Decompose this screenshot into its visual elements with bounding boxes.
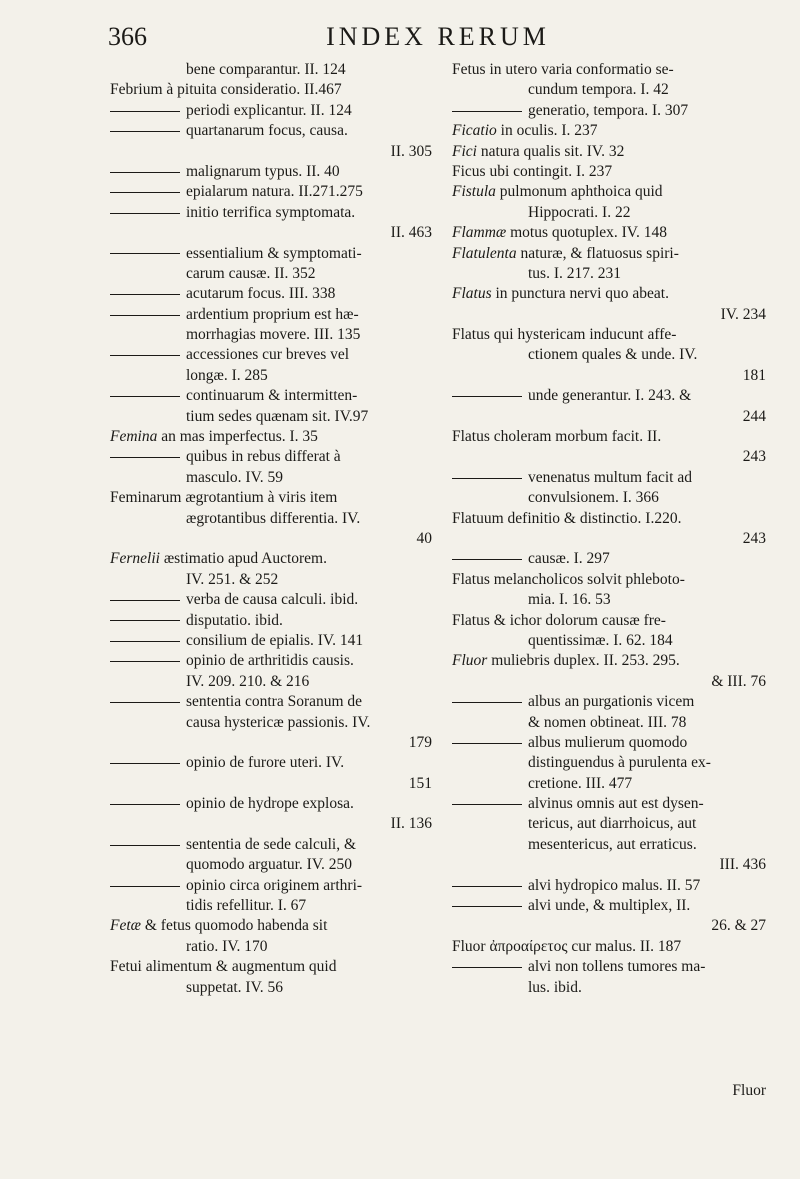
- index-entry: [452, 223, 766, 243]
- index-entry: [452, 142, 766, 162]
- subentry-text: quibus in rebus differat à: [186, 448, 341, 466]
- index-subentry: [110, 631, 432, 651]
- index-entry: [452, 509, 766, 529]
- subentry-text: opinio de hydrope explosa.: [186, 795, 354, 813]
- index-subentry: [452, 896, 766, 916]
- entry-term: Fernelii: [110, 550, 160, 568]
- index-entry: [452, 325, 766, 345]
- ditto-dash: [110, 845, 180, 846]
- continuation-line: bene comparantur. II. 124: [186, 61, 346, 78]
- left-column: [110, 60, 432, 998]
- ditto-dash: [110, 457, 180, 458]
- ditto-dash: [110, 131, 180, 132]
- continuation-line: quomodo arguatur. IV. 250: [186, 856, 353, 874]
- continuation-line: tericus, aut diarrhoicus, aut: [528, 815, 697, 833]
- index-subentry: [110, 305, 432, 325]
- subentry-text: generatio, tempora. I. 307: [528, 101, 689, 119]
- subentry-text: sententia de sede calculi, &: [186, 835, 357, 853]
- index-entry: [452, 651, 766, 671]
- continuation-line: convulsionem. I. 366: [528, 489, 659, 507]
- index-subentry: [110, 692, 432, 712]
- index-subentry: [110, 794, 432, 814]
- continuation-line: masculo. IV. 59: [186, 468, 284, 486]
- page-header: [108, 18, 768, 58]
- index-subentry: [452, 692, 766, 712]
- page-reference: 179: [408, 733, 432, 751]
- continuation-line: tus. I. 217. 231: [528, 264, 621, 282]
- index-subentry: [110, 244, 432, 264]
- subentry-text: opinio circa originem arthri-: [186, 876, 363, 894]
- ditto-dash: [110, 192, 180, 193]
- entry-text: Flatuum definitio & distinctio. I.220.: [452, 509, 682, 527]
- ditto-dash: [452, 111, 522, 112]
- index-entry: [110, 957, 432, 977]
- index-subentry: [110, 121, 432, 141]
- ditto-dash: [110, 355, 180, 356]
- subentry-text: acutarum focus. III. 338: [186, 285, 336, 303]
- index-subentry: [110, 101, 432, 121]
- index-entry: [452, 162, 766, 182]
- subentry-text: essentialium & symptomati-: [186, 244, 362, 262]
- page-reference: IV. 234: [720, 305, 766, 323]
- entry-term: Fistula: [452, 183, 496, 201]
- page-reference: 40: [416, 529, 432, 547]
- continuation-line: Hippocrati. I. 22: [528, 203, 631, 221]
- continuation-line: mesentericus, aut erraticus.: [528, 835, 697, 853]
- index-subentry: [452, 101, 766, 121]
- index-subentry: [110, 386, 432, 406]
- ditto-dash: [110, 702, 180, 703]
- index-entry: [452, 284, 766, 304]
- index-subentry: [110, 203, 432, 223]
- page-reference: 244: [742, 407, 766, 425]
- index-entry: [110, 549, 432, 569]
- entry-term: Flatus: [452, 285, 492, 303]
- index-subentry: [110, 611, 432, 631]
- ditto-dash: [110, 886, 180, 887]
- entry-term: Fici: [452, 142, 477, 160]
- continuation-line: & nomen obtineat. III. 78: [528, 713, 687, 731]
- ditto-dash: [110, 600, 180, 601]
- entry-text: in punctura nervi quo abeat.: [491, 285, 669, 303]
- index-subentry: [110, 182, 432, 202]
- entry-text: Fetui alimentum & augmentum quid: [110, 958, 337, 976]
- page-reference: 243: [742, 529, 766, 547]
- entry-text: natura qualis sit. IV. 32: [476, 142, 625, 160]
- index-subentry: [110, 753, 432, 773]
- ditto-dash: [110, 661, 180, 662]
- subentry-text: consilium de epialis. IV. 141: [186, 631, 364, 649]
- continuation-line: tium sedes quænam sit. IV.97: [186, 407, 369, 425]
- ditto-dash: [452, 743, 522, 744]
- continuation-line: IV. 251. & 252: [186, 570, 279, 588]
- entry-text: & fetus quomodo habenda sit: [141, 917, 328, 935]
- entry-text: naturæ, & flatuosus spiri-: [516, 244, 679, 262]
- ditto-dash: [110, 213, 180, 214]
- entry-text: Flatus & ichor dolorum causæ fre-: [452, 611, 666, 629]
- running-title: INDEX RERUM: [326, 22, 550, 51]
- ditto-dash: [110, 396, 180, 397]
- entry-term: Flatulenta: [452, 244, 517, 262]
- index-entry: [452, 182, 766, 202]
- entry-text: Feminarum ægrotantium à viris item: [110, 489, 338, 507]
- continuation-line: ctionem quales & unde. IV.: [528, 346, 698, 364]
- subentry-text: albus an purgationis vicem: [528, 693, 695, 711]
- subentry-text: verba de causa calculi. ibid.: [186, 591, 359, 609]
- subentry-text: disputatio. ibid.: [186, 611, 283, 629]
- subentry-text: periodi explicantur. II. 124: [186, 101, 352, 119]
- subentry-text: malignarum typus. II. 40: [186, 162, 340, 180]
- entry-text: Flatus choleram morbum facit. II.: [452, 428, 662, 446]
- ditto-dash: [452, 396, 522, 397]
- entry-text: Febrium à pituita consideratio. II.467: [110, 81, 342, 99]
- index-subentry: [452, 957, 766, 977]
- index-subentry: [110, 345, 432, 365]
- ditto-dash: [452, 478, 522, 479]
- subentry-text: alvi hydropico malus. II. 57: [528, 876, 701, 894]
- entry-term: Ficatio: [452, 122, 497, 140]
- subentry-text: albus mulierum quomodo: [528, 733, 688, 751]
- ditto-dash: [110, 172, 180, 173]
- page-reference: & III. 76: [711, 672, 766, 690]
- index-subentry: [110, 590, 432, 610]
- subentry-text: opinio de arthritidis causis.: [186, 652, 354, 670]
- index-subentry: [110, 162, 432, 182]
- entry-text: in oculis. I. 237: [496, 122, 598, 140]
- page-reference: 26. & 27: [711, 917, 766, 935]
- catchword: Fluor: [732, 1082, 766, 1099]
- subentry-text: alvi non tollens tumores ma-: [528, 958, 706, 976]
- subentry-text: accessiones cur breves vel: [186, 346, 350, 364]
- index-entry: [452, 121, 766, 141]
- continuation-line: lus. ibid.: [528, 978, 582, 996]
- page-number: 366: [108, 22, 147, 51]
- page-reference: III. 436: [719, 856, 766, 874]
- index-subentry: [452, 386, 766, 406]
- subentry-text: continuarum & intermitten-: [186, 387, 358, 405]
- index-subentry: [452, 549, 766, 569]
- ditto-dash: [452, 906, 522, 907]
- index-entry: [452, 427, 766, 447]
- subentry-text: alvi unde, & multiplex, II.: [528, 897, 691, 915]
- continuation-line: distinguendus à purulenta ex-: [528, 754, 711, 772]
- ditto-dash: [452, 702, 522, 703]
- ditto-dash: [110, 294, 180, 295]
- ditto-dash: [110, 641, 180, 642]
- page-reference: II. 305: [390, 142, 432, 160]
- entry-term: Flammæ: [452, 224, 507, 242]
- index-entry: [110, 488, 432, 508]
- index-entry: [452, 244, 766, 264]
- index-subentry: [452, 733, 766, 753]
- subentry-text: causæ. I. 297: [528, 550, 610, 568]
- entry-text: Fetus in utero varia conformatio se-: [452, 61, 674, 78]
- entry-text: muliebris duplex. II. 253. 295.: [487, 652, 680, 670]
- index-subentry: [110, 651, 432, 671]
- continuation-line: causa hystericæ passionis. IV.: [186, 713, 371, 731]
- subentry-text: quartanarum focus, causa.: [186, 122, 348, 140]
- subentry-text: venenatus multum facit ad: [528, 468, 692, 486]
- continuation-line: longæ. I. 285: [186, 366, 268, 384]
- index-entry: [110, 916, 432, 936]
- entry-text: motus quotuplex. IV. 148: [506, 224, 667, 242]
- index-subentry: [110, 447, 432, 467]
- continuation-line: cretione. III. 477: [528, 774, 633, 792]
- index-subentry: [452, 468, 766, 488]
- subentry-text: epialarum natura. II.271.275: [186, 183, 363, 201]
- index-entry: [452, 937, 766, 957]
- ditto-dash: [452, 804, 522, 805]
- right-column: [452, 60, 766, 998]
- index-subentry: [452, 794, 766, 814]
- ditto-dash: [110, 315, 180, 316]
- index-entry: [110, 427, 432, 447]
- continuation-line: ratio. IV. 170: [186, 937, 268, 955]
- page-reference: II. 463: [390, 224, 432, 242]
- continuation-line: suppetat. IV. 56: [186, 978, 284, 996]
- subentry-text: alvinus omnis aut est dysen-: [528, 795, 704, 813]
- continuation-line: cundum tempora. I. 42: [528, 81, 669, 99]
- continuation-line: carum causæ. II. 352: [186, 264, 316, 282]
- index-subentry: [110, 835, 432, 855]
- subentry-text: ardentium proprium est hæ-: [186, 305, 359, 323]
- page-reference: 181: [742, 366, 766, 384]
- entry-text: Fluor ἀπροαίρετος cur malus. II. 187: [452, 937, 682, 955]
- entry-term: Fetæ: [110, 917, 141, 935]
- entry-text: an mas imperfectus. I. 35: [157, 428, 318, 446]
- ditto-dash: [452, 886, 522, 887]
- continuation-line: tidis refellitur. I. 67: [186, 897, 307, 915]
- index-entry: [452, 570, 766, 590]
- continuation-line: morrhagias movere. III. 135: [186, 326, 361, 344]
- index-entry: [110, 80, 432, 100]
- index-subentry: [110, 876, 432, 896]
- page-reference: 151: [408, 774, 432, 792]
- entry-term: Femina: [110, 428, 158, 446]
- page-reference: II. 136: [390, 815, 432, 833]
- page-reference: 243: [742, 448, 766, 466]
- entry-term: Fluor: [452, 652, 488, 670]
- ditto-dash: [110, 763, 180, 764]
- index-entry: [452, 60, 766, 80]
- ditto-dash: [110, 620, 180, 621]
- ditto-dash: [452, 559, 522, 560]
- continuation-line: IV. 209. 210. & 216: [186, 672, 310, 690]
- continuation-line: mia. I. 16. 53: [528, 591, 611, 609]
- entry-text: pulmonum aphthoica quid: [495, 183, 663, 201]
- subentry-text: unde generantur. I. 243. &: [528, 387, 692, 405]
- index-subentry: [452, 876, 766, 896]
- continuation-line: quentissimæ. I. 62. 184: [528, 631, 673, 649]
- index-subentry: [110, 284, 432, 304]
- ditto-dash: [110, 253, 180, 254]
- entry-text: Ficus ubi contingit. I. 237: [452, 162, 613, 180]
- continuation-line: ægrotantibus differentia. IV.: [186, 509, 361, 527]
- subentry-text: initio terrifica symptomata.: [186, 203, 356, 221]
- subentry-text: sententia contra Soranum de: [186, 693, 363, 711]
- ditto-dash: [452, 967, 522, 968]
- ditto-dash: [110, 111, 180, 112]
- index-entry: [452, 611, 766, 631]
- entry-text: Flatus qui hystericam inducunt affe-: [452, 326, 677, 344]
- subentry-text: opinio de furore uteri. IV.: [186, 754, 345, 772]
- entry-text: Flatus melancholicos solvit phleboto-: [452, 570, 685, 588]
- ditto-dash: [110, 804, 180, 805]
- entry-text: æstimatio apud Auctorem.: [159, 550, 327, 568]
